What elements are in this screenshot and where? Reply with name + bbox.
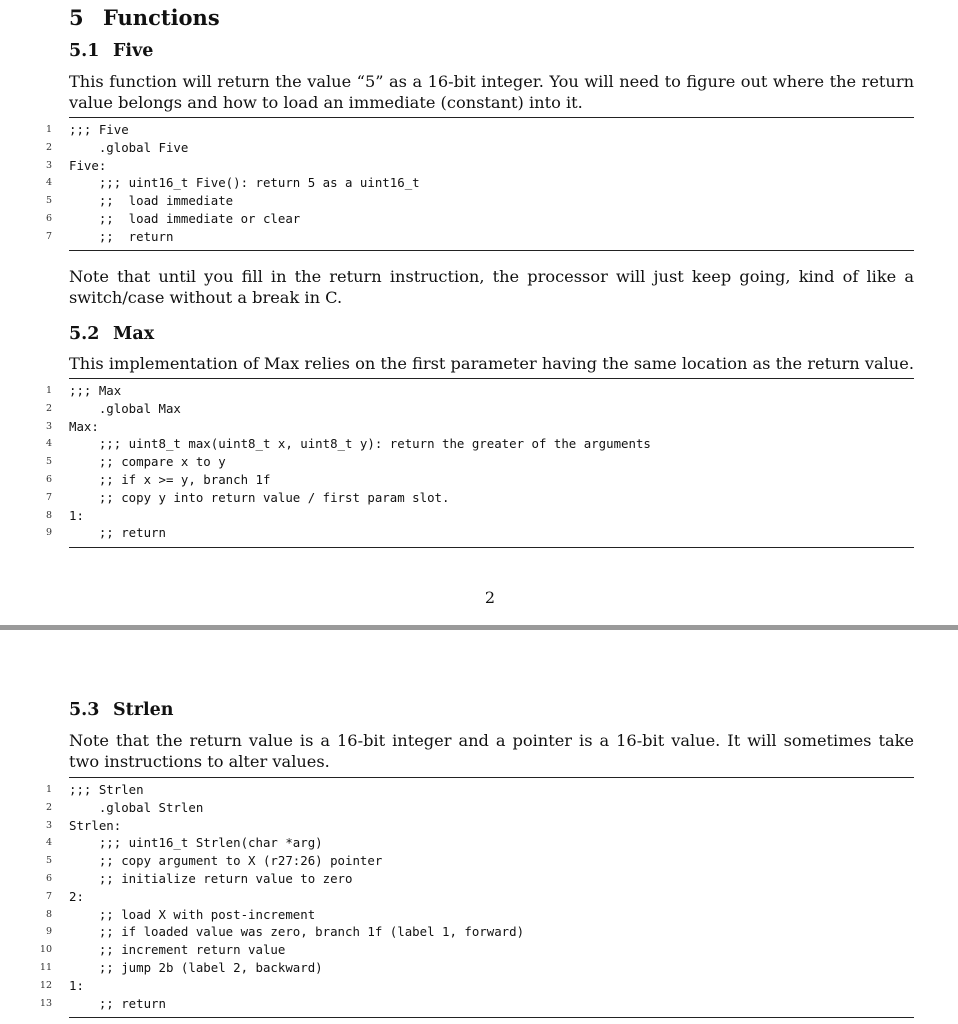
line-number: 11 (39, 961, 52, 973)
subsection-heading-strlen (69, 700, 173, 720)
line-number: 9 (45, 926, 52, 938)
code-text: ;; load immediate (69, 193, 234, 209)
code-text: Five: (69, 157, 107, 173)
line-number: 3 (45, 420, 52, 432)
subsection-number: 5.1 (69, 41, 100, 61)
code-text: ;; load immediate or clear (69, 210, 301, 226)
line-number: 13 (39, 997, 52, 1009)
section-heading (69, 5, 220, 30)
code-line (0, 157, 958, 175)
code-line (0, 817, 958, 835)
code-line (0, 995, 958, 1013)
code-line (0, 174, 958, 192)
line-number: 8 (45, 509, 52, 521)
line-number: 4 (45, 177, 52, 189)
code-text: .global Five (69, 139, 189, 155)
code-line (0, 400, 958, 418)
code-text: ;; copy argument to X (r27:26) pointer (69, 853, 383, 869)
line-number: 1 (45, 385, 52, 396)
subsection-title: Strlen (113, 700, 174, 720)
code-line (0, 192, 958, 210)
line-number: 2 (45, 801, 52, 813)
max-intro: This implementation of Max relies on the first parameter having the same location as the return value. (69, 354, 914, 373)
line-number: 5 (45, 195, 52, 207)
line-number: 3 (45, 159, 52, 171)
line-number: 6 (45, 212, 52, 224)
code-bottom-rule (69, 1017, 914, 1018)
code-top-rule (69, 777, 914, 778)
code-text: Strlen: (69, 817, 122, 833)
section-title: Functions (103, 5, 220, 30)
code-top-rule (69, 117, 914, 118)
page-number: 2 (484, 588, 496, 607)
code-text: ;;; uint8_t max(uint8_t x, uint8_t y): return the greater of the arguments (69, 436, 651, 452)
code-text: ;; load X with post-increment (69, 906, 316, 922)
page-3 (0, 630, 958, 1024)
code-bottom-rule (69, 250, 914, 251)
code-line (0, 834, 958, 852)
code-line (0, 977, 958, 995)
line-number: 2 (45, 141, 52, 153)
line-number: 9 (45, 527, 52, 539)
code-line (0, 870, 958, 888)
code-text: 2: (69, 888, 84, 904)
code-text: ;; return (69, 525, 166, 541)
subsection-heading-max (69, 324, 154, 344)
code-text: ;;; uint16_t Strlen(char *arg) (69, 835, 323, 851)
code-bottom-rule (69, 547, 914, 548)
subsection-heading-five (69, 41, 153, 61)
code-text: .global Max (69, 400, 181, 416)
line-number: 2 (45, 402, 52, 414)
line-number: 7 (45, 230, 52, 242)
code-text: ;; initialize return value to zero (69, 870, 353, 886)
code-text: ;; return (69, 228, 174, 244)
code-line (0, 228, 958, 246)
subsection-number: 5.2 (69, 324, 100, 344)
code-line (0, 418, 958, 436)
code-line (0, 489, 958, 507)
code-line (0, 852, 958, 870)
code-text: Max: (69, 418, 99, 434)
code-line (0, 121, 958, 139)
code-text: ;; copy y into return value / first param slot. (69, 489, 450, 505)
code-line (0, 139, 958, 157)
five-code-listing (0, 121, 958, 246)
line-number: 4 (45, 837, 52, 849)
strlen-intro: Note that the return value is a 16-bit integer and a pointer is a 16-bit value. It will sometimes take two instructions to alter values. (69, 731, 914, 771)
line-number: 5 (45, 456, 52, 468)
line-number: 5 (45, 855, 52, 867)
line-number: 3 (45, 819, 52, 831)
code-text: ;;; Max (69, 383, 122, 398)
section-number: 5 (69, 5, 84, 30)
code-text: ;; if x >= y, branch 1f (69, 471, 271, 487)
code-line (0, 923, 958, 941)
code-text: ;;; Five (69, 122, 129, 137)
code-line (0, 507, 958, 525)
code-line (0, 799, 958, 817)
line-number: 7 (45, 890, 52, 902)
code-text: 1: (69, 977, 84, 993)
code-line (0, 781, 958, 799)
code-text: .global Strlen (69, 799, 204, 815)
code-line (0, 471, 958, 489)
line-number: 6 (45, 872, 52, 884)
code-line (0, 888, 958, 906)
code-text: ;; jump 2b (label 2, backward) (69, 959, 323, 975)
code-line (0, 382, 958, 400)
code-text: ;;; uint16_t Five(): return 5 as a uint16_t (69, 175, 420, 191)
code-line (0, 435, 958, 453)
line-number: 6 (45, 473, 52, 485)
line-number: 1 (45, 124, 52, 135)
code-line (0, 453, 958, 471)
line-number: 7 (45, 491, 52, 503)
subsection-number: 5.3 (69, 700, 100, 720)
code-line (0, 959, 958, 977)
code-line (0, 524, 958, 542)
code-text: ;; compare x to y (69, 454, 226, 470)
line-number: 8 (45, 908, 52, 920)
code-top-rule (69, 378, 914, 379)
line-number: 10 (39, 944, 52, 956)
code-text: ;;; Strlen (69, 782, 144, 797)
subsection-title: Max (113, 324, 155, 344)
code-line (0, 941, 958, 959)
code-text: ;; return (69, 995, 166, 1011)
code-text: 1: (69, 507, 84, 523)
five-intro: This function will return the value “5” as a 16-bit integer. You will need to figure out where the return value belongs and how to load an immediate (constant) into it. (69, 72, 914, 112)
line-number: 4 (45, 438, 52, 450)
line-number: 12 (39, 979, 52, 991)
line-number: 1 (45, 784, 52, 795)
code-text: ;; increment return value (69, 942, 286, 958)
strlen-code-listing (0, 781, 958, 1012)
max-code-listing (0, 382, 958, 542)
code-text: ;; if loaded value was zero, branch 1f (label 1, forward) (69, 924, 525, 940)
code-line (0, 210, 958, 228)
subsection-title: Five (113, 41, 154, 61)
code-line (0, 906, 958, 924)
five-note: Note that until you fill in the return instruction, the processor will just keep going, kind of like a switch/case without a break in C. (69, 267, 914, 307)
